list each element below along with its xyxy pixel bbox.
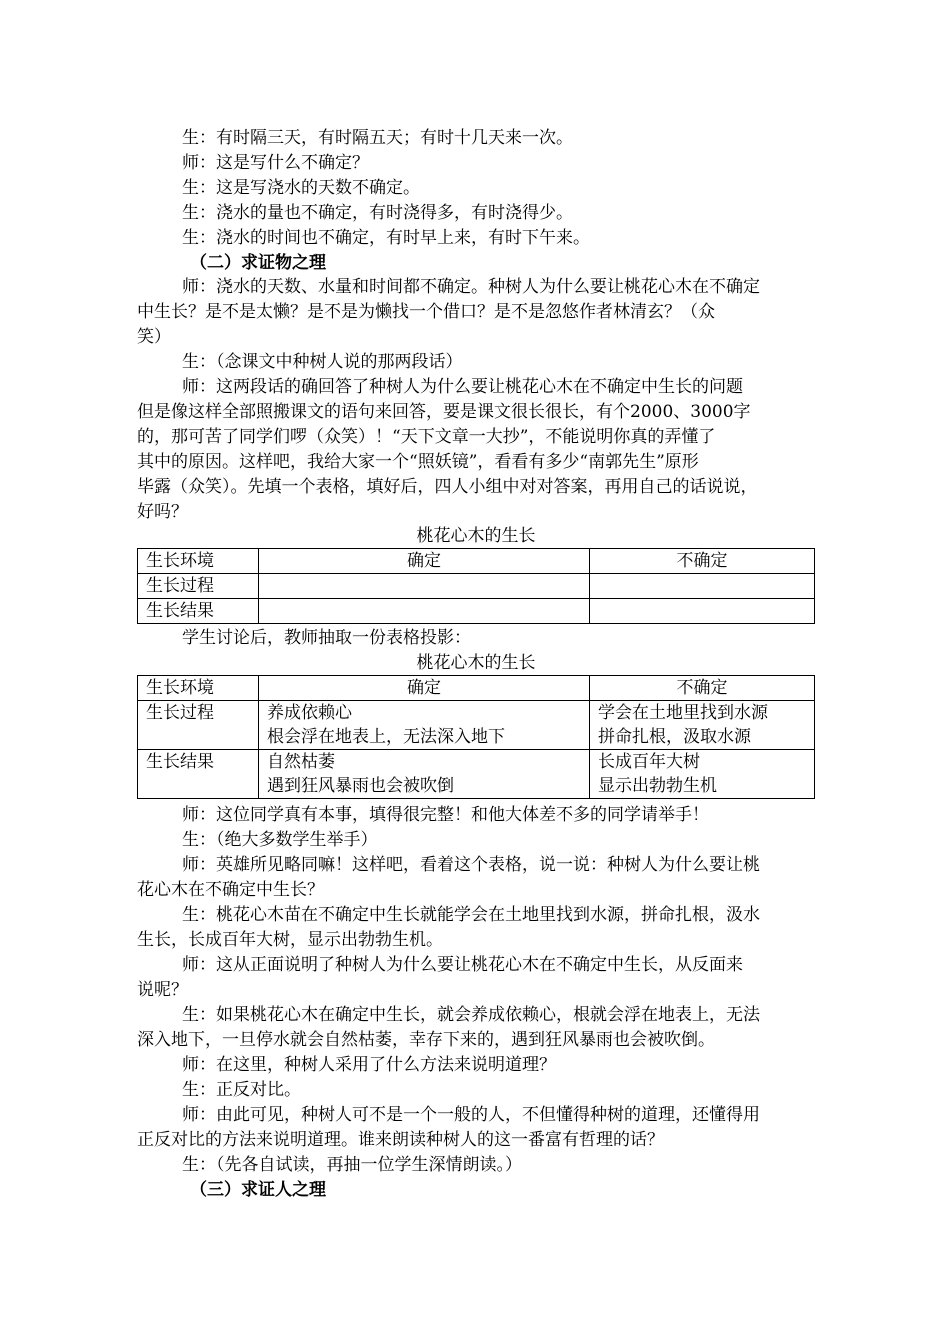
table-cell: 生长过程	[138, 701, 259, 750]
cell-line: 遇到狂风暴雨也会被吹倒	[267, 776, 454, 796]
cell-line: 显示出勃勃生机	[598, 776, 717, 796]
table-header-cell: 不确定	[590, 549, 815, 574]
dialogue-line: 生长，长成百年大树，显示出勃勃生机。	[137, 930, 443, 950]
cell-line: 拼命扎根，汲取水源	[598, 727, 751, 747]
dialogue-line: 生：有时隔三天，有时隔五天；有时十几天来一次。	[182, 128, 573, 148]
dialogue-line: 的，那可苦了同学们啰（众笑）！“天下文章一大抄”，不能说明你真的弄懂了	[137, 427, 716, 447]
dialogue-line: 生：如果桃花心木在确定中生长，就会养成依赖心，根就会浮在地表上，无法	[182, 1005, 760, 1025]
dialogue-line: 生：浇水的时间也不确定，有时早上来，有时下午来。	[182, 228, 590, 248]
dialogue-line: 生：正反对比。	[182, 1080, 301, 1100]
table-header-cell: 确定	[259, 549, 590, 574]
cell-line: 学会在土地里找到水源	[598, 703, 768, 723]
growth-table-empty	[137, 548, 815, 624]
dialogue-line: 师：这从正面说明了种树人为什么要让桃花心木在不确定中生长，从反面来	[182, 955, 743, 975]
dialogue-line: 好吗？	[137, 502, 188, 522]
growth-table-filled	[137, 675, 815, 799]
table-row	[138, 549, 815, 574]
cell-line: 自然枯萎	[267, 752, 335, 772]
dialogue-line: 笑）	[137, 327, 171, 347]
table-row	[138, 750, 815, 799]
table-cell	[259, 750, 590, 799]
dialogue-line: 但是像这样全部照搬课文的语句来回答，要是课文很长很长，有个2000、3000字	[137, 402, 751, 422]
table-caption: 桃花心木的生长	[416, 526, 536, 546]
dialogue-line: 说呢？	[137, 980, 188, 1000]
table-row	[138, 599, 815, 624]
section-heading: （三）求证人之理	[190, 1180, 326, 1200]
table-cell	[259, 701, 590, 750]
dialogue-line: 生：（绝大多数学生举手）	[182, 830, 378, 850]
dialogue-line: 师：英雄所见略同嘛！这样吧，看着这个表格，说一说：种树人为什么要让桃	[182, 855, 760, 875]
table-cell	[259, 599, 590, 624]
dialogue-line: 师：这位同学真有本事，填得很完整！和他大体差不多的同学请举手！	[182, 805, 709, 825]
table-cell	[590, 701, 815, 750]
section-heading: （二）求证物之理	[190, 253, 326, 273]
dialogue-line: 生：（念课文中种树人说的那两段话）	[182, 352, 463, 372]
dialogue-line: 深入地下，一旦停水就会自然枯萎，幸存下来的，遇到狂风暴雨也会被吹倒。	[137, 1030, 715, 1050]
table-cell	[590, 599, 815, 624]
dialogue-line: 师：浇水的天数、水量和时间都不确定。种树人为什么要让桃花心木在不确定	[182, 277, 760, 297]
table-header-cell: 确定	[259, 676, 590, 701]
cell-line: 长成百年大树	[598, 752, 700, 772]
dialogue-line: 生：桃花心木苗在不确定中生长就能学会在土地里找到水源，拼命扎根，汲水	[182, 905, 760, 925]
dialogue-line: 师：由此可见，种树人可不是一个一般的人，不但懂得种树的道理，还懂得用	[182, 1105, 760, 1125]
dialogue-line: 学生讨论后，教师抽取一份表格投影：	[182, 628, 471, 648]
dialogue-line: 其中的原因。这样吧，我给大家一个“照妖镜”，看看有多少“南郭先生”原形	[137, 452, 699, 472]
dialogue-line: 花心木在不确定中生长？	[137, 880, 324, 900]
table-cell: 生长结果	[138, 750, 259, 799]
dialogue-line: 生：浇水的量也不确定，有时浇得多，有时浇得少。	[182, 203, 573, 223]
table-cell: 生长过程	[138, 574, 259, 599]
table-header-cell: 不确定	[590, 676, 815, 701]
table-row	[138, 676, 815, 701]
dialogue-line: 毕露（众笑）。先填一个表格，填好后，四人小组中对对答案，再用自己的话说说，	[137, 477, 758, 497]
dialogue-line: 师：这两段话的确回答了种树人为什么要让桃花心木在不确定中生长的问题	[182, 377, 743, 397]
cell-line: 养成依赖心	[267, 703, 352, 723]
dialogue-line: 生：这是写浇水的天数不确定。	[182, 178, 420, 198]
table-caption: 桃花心木的生长	[416, 653, 536, 673]
table-row	[138, 701, 815, 750]
dialogue-line: 中生长？是不是太懒？是不是为懒找一个借口？是不是忽悠作者林清玄？（众	[137, 302, 715, 322]
table-cell	[259, 574, 590, 599]
dialogue-line: 师：这是写什么不确定？	[182, 153, 369, 173]
dialogue-line: 师：在这里，种树人采用了什么方法来说明道理？	[182, 1055, 556, 1075]
cell-line: 根会浮在地表上，无法深入地下	[267, 727, 505, 747]
dialogue-line: 生：（先各自试读，再抽一位学生深情朗读。）	[182, 1155, 522, 1175]
table-header-cell: 生长环境	[138, 549, 259, 574]
table-cell: 生长结果	[138, 599, 259, 624]
table-cell	[590, 750, 815, 799]
table-header-cell: 生长环境	[138, 676, 259, 701]
table-cell	[590, 574, 815, 599]
dialogue-line: 正反对比的方法来说明道理。谁来朗读种树人的这一番富有哲理的话？	[137, 1130, 664, 1150]
table-row	[138, 574, 815, 599]
